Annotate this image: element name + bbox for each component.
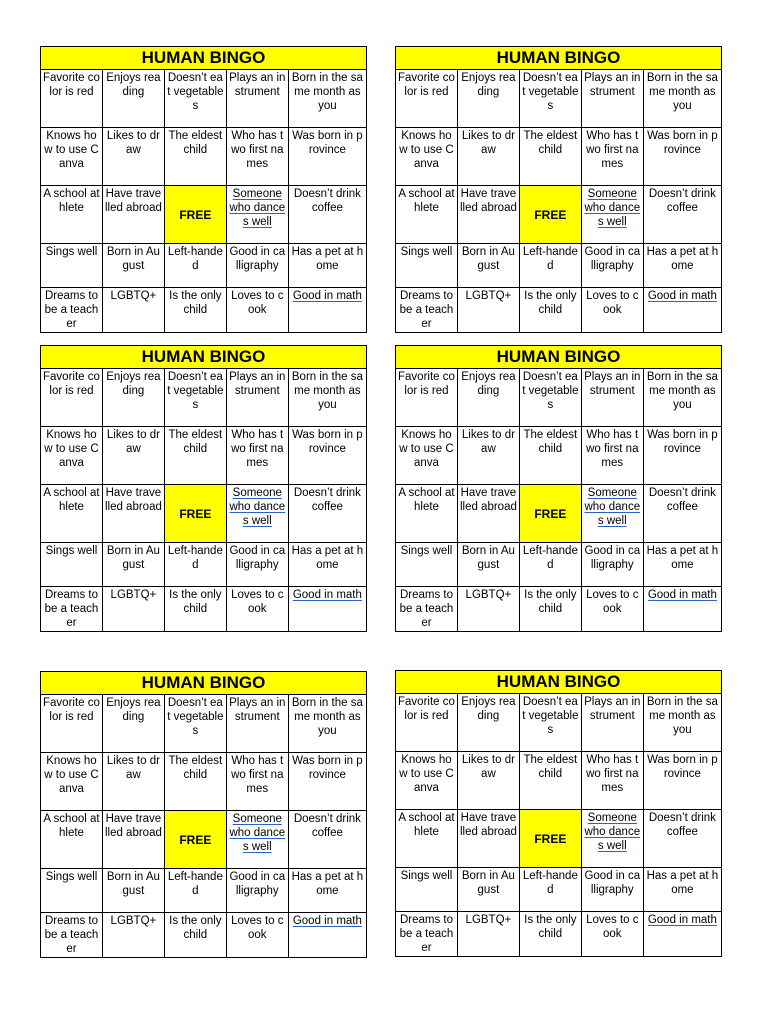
cell: Favorite color is red <box>41 369 103 427</box>
cell: Someone who dances well <box>226 485 288 543</box>
bingo-table <box>395 670 722 957</box>
cell: Likes to draw <box>102 128 164 186</box>
cell: Loves to cook <box>226 913 288 958</box>
cell: Left-handed <box>164 869 226 913</box>
cell: Good in math <box>288 913 366 958</box>
cell: Dreams to be a teacher <box>396 288 458 333</box>
cell: Have travelled abroad <box>102 485 164 543</box>
cell: Someone who dances well <box>226 811 288 869</box>
free-cell: FREE <box>519 810 581 868</box>
cell: Who has two first names <box>581 752 643 810</box>
cell: Plays an instrument <box>581 694 643 752</box>
cell: Someone who dances well <box>581 186 643 244</box>
cell: Favorite color is red <box>41 70 103 128</box>
cell: Born in the same month as you <box>288 369 366 427</box>
cell: Have travelled abroad <box>457 186 519 244</box>
free-cell: FREE <box>164 811 226 869</box>
cell: Have travelled abroad <box>457 485 519 543</box>
cell: A school athlete <box>396 810 458 868</box>
cell: Favorite color is red <box>396 369 458 427</box>
bingo-card-1 <box>40 46 367 333</box>
cell: Doesn’t drink coffee <box>643 186 721 244</box>
cell: Knows how to use Canva <box>396 128 458 186</box>
free-cell: FREE <box>164 186 226 244</box>
cell: A school athlete <box>41 485 103 543</box>
card-title: HUMAN BINGO <box>396 671 722 694</box>
cell: Favorite color is red <box>41 695 103 753</box>
cell: LGBTQ+ <box>102 913 164 958</box>
cell: Doesn’t eat vegetables <box>164 369 226 427</box>
cell: Doesn’t drink coffee <box>288 186 366 244</box>
cell: Good in calligraphy <box>226 869 288 913</box>
cell: The eldest child <box>164 128 226 186</box>
cell: LGBTQ+ <box>457 912 519 957</box>
cell: Left-handed <box>519 868 581 912</box>
cell: Who has two first names <box>581 427 643 485</box>
cell: Knows how to use Canva <box>41 128 103 186</box>
cell: Born in August <box>457 244 519 288</box>
cell: Born in the same month as you <box>288 695 366 753</box>
cell: Good in math <box>643 912 721 957</box>
cell: Sings well <box>41 543 103 587</box>
cell: Sings well <box>41 869 103 913</box>
cell: The eldest child <box>519 427 581 485</box>
cell: Is the only child <box>164 587 226 632</box>
cell: Loves to cook <box>581 587 643 632</box>
cell: Good in math <box>288 587 366 632</box>
bingo-table <box>395 46 722 333</box>
cell: Is the only child <box>164 913 226 958</box>
cell: Likes to draw <box>102 427 164 485</box>
card-title: HUMAN BINGO <box>396 47 722 70</box>
cell: Is the only child <box>519 587 581 632</box>
cell: Likes to draw <box>102 753 164 811</box>
cell: Likes to draw <box>457 752 519 810</box>
cell: Born in the same month as you <box>643 694 721 752</box>
cell: Was born in province <box>643 427 721 485</box>
free-cell: FREE <box>519 186 581 244</box>
cell: Dreams to be a teacher <box>396 587 458 632</box>
cell: Was born in province <box>643 128 721 186</box>
cell: Good in math <box>643 288 721 333</box>
cell: Sings well <box>396 543 458 587</box>
cell: The eldest child <box>164 753 226 811</box>
cell: A school athlete <box>41 811 103 869</box>
cell: Enjoys reading <box>102 369 164 427</box>
cell: Left-handed <box>164 543 226 587</box>
cell: Was born in province <box>288 753 366 811</box>
cell: Sings well <box>396 868 458 912</box>
cell: The eldest child <box>519 752 581 810</box>
cell: Plays an instrument <box>581 369 643 427</box>
free-cell: FREE <box>519 485 581 543</box>
cell: Doesn’t drink coffee <box>288 811 366 869</box>
cell: Is the only child <box>519 288 581 333</box>
cell: Enjoys reading <box>457 694 519 752</box>
cell: Left-handed <box>519 543 581 587</box>
cell: Has a pet at home <box>288 543 366 587</box>
cell: Born in the same month as you <box>288 70 366 128</box>
cell: Knows how to use Canva <box>41 427 103 485</box>
cell: Good in calligraphy <box>226 543 288 587</box>
cell: Doesn’t drink coffee <box>643 485 721 543</box>
cell: Has a pet at home <box>288 869 366 913</box>
cell: Plays an instrument <box>226 369 288 427</box>
free-cell: FREE <box>164 485 226 543</box>
cell: Good in math <box>288 288 366 333</box>
card-title: HUMAN BINGO <box>41 346 367 369</box>
cell: Born in August <box>102 244 164 288</box>
cell: Doesn’t eat vegetables <box>164 70 226 128</box>
cell: Born in the same month as you <box>643 369 721 427</box>
cell: Enjoys reading <box>457 70 519 128</box>
cell: Sings well <box>396 244 458 288</box>
cell: A school athlete <box>396 485 458 543</box>
cell: Was born in province <box>288 128 366 186</box>
cell: Left-handed <box>164 244 226 288</box>
cell: Who has two first names <box>226 128 288 186</box>
cell: Have travelled abroad <box>457 810 519 868</box>
cell: The eldest child <box>519 128 581 186</box>
cell: Born in August <box>457 868 519 912</box>
bingo-table <box>395 345 722 632</box>
bingo-card-2 <box>395 46 722 333</box>
cell: Knows how to use Canva <box>396 752 458 810</box>
cell: Born in August <box>457 543 519 587</box>
cell: Doesn’t eat vegetables <box>519 369 581 427</box>
cell: LGBTQ+ <box>102 288 164 333</box>
cell: LGBTQ+ <box>457 587 519 632</box>
cell: Loves to cook <box>226 288 288 333</box>
cell: Loves to cook <box>581 912 643 957</box>
cell: Good in calligraphy <box>581 543 643 587</box>
cell: Doesn’t eat vegetables <box>164 695 226 753</box>
cell: Good in calligraphy <box>581 244 643 288</box>
cell: Plays an instrument <box>581 70 643 128</box>
cell: Someone who dances well <box>581 810 643 868</box>
cell: Dreams to be a teacher <box>41 913 103 958</box>
card-title: HUMAN BINGO <box>41 47 367 70</box>
cell: Favorite color is red <box>396 70 458 128</box>
cell: Is the only child <box>519 912 581 957</box>
cell: Dreams to be a teacher <box>41 288 103 333</box>
bingo-table <box>40 46 367 333</box>
bingo-table <box>40 345 367 632</box>
cell: Dreams to be a teacher <box>396 912 458 957</box>
cell: Born in August <box>102 543 164 587</box>
cell: Doesn’t eat vegetables <box>519 694 581 752</box>
bingo-card-5 <box>40 671 367 958</box>
card-title: HUMAN BINGO <box>41 672 367 695</box>
cell: Who has two first names <box>226 427 288 485</box>
cell: Who has two first names <box>581 128 643 186</box>
cell: Born in August <box>102 869 164 913</box>
cell: Someone who dances well <box>226 186 288 244</box>
cell: Good in math <box>643 587 721 632</box>
cell: Has a pet at home <box>643 543 721 587</box>
cell: Left-handed <box>519 244 581 288</box>
cell: Likes to draw <box>457 427 519 485</box>
cell: Is the only child <box>164 288 226 333</box>
cell: Has a pet at home <box>288 244 366 288</box>
cell: Likes to draw <box>457 128 519 186</box>
cell: Loves to cook <box>226 587 288 632</box>
cell: Someone who dances well <box>581 485 643 543</box>
bingo-table <box>40 671 367 958</box>
cell: Loves to cook <box>581 288 643 333</box>
cell: Have travelled abroad <box>102 186 164 244</box>
cell: Knows how to use Canva <box>396 427 458 485</box>
cell: Favorite color is red <box>396 694 458 752</box>
cell: A school athlete <box>41 186 103 244</box>
cell: LGBTQ+ <box>457 288 519 333</box>
cell: Good in calligraphy <box>226 244 288 288</box>
cell: Dreams to be a teacher <box>41 587 103 632</box>
cell: Was born in province <box>288 427 366 485</box>
cell: Knows how to use Canva <box>41 753 103 811</box>
cell: Sings well <box>41 244 103 288</box>
cell: Have travelled abroad <box>102 811 164 869</box>
cell: Plays an instrument <box>226 70 288 128</box>
bingo-card-3 <box>40 345 367 632</box>
cell: Doesn’t eat vegetables <box>519 70 581 128</box>
cell: Who has two first names <box>226 753 288 811</box>
cell: Good in calligraphy <box>581 868 643 912</box>
bingo-card-4 <box>395 345 722 632</box>
bingo-card-6 <box>395 670 722 957</box>
cell: Has a pet at home <box>643 868 721 912</box>
cell: Was born in province <box>643 752 721 810</box>
cell: Enjoys reading <box>457 369 519 427</box>
cell: Born in the same month as you <box>643 70 721 128</box>
cell: The eldest child <box>164 427 226 485</box>
card-title: HUMAN BINGO <box>396 346 722 369</box>
cell: Enjoys reading <box>102 70 164 128</box>
cell: Doesn’t drink coffee <box>288 485 366 543</box>
cell: Has a pet at home <box>643 244 721 288</box>
cell: Doesn’t drink coffee <box>643 810 721 868</box>
cell: Enjoys reading <box>102 695 164 753</box>
cell: A school athlete <box>396 186 458 244</box>
cell: Plays an instrument <box>226 695 288 753</box>
cell: LGBTQ+ <box>102 587 164 632</box>
